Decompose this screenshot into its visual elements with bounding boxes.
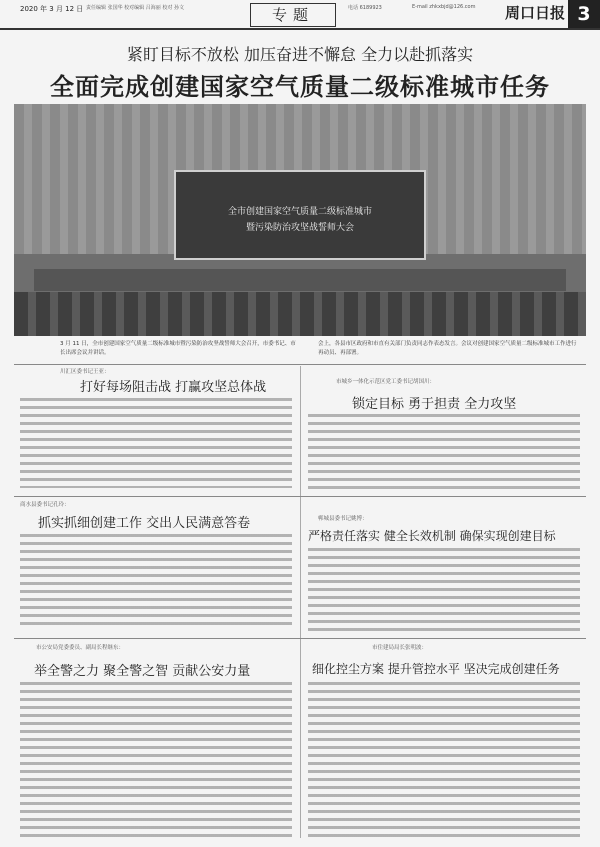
article-byline: 郸城县委书记姚博： <box>318 516 368 522</box>
article-title: 举全警之力 聚全警之智 贡献公安力量 <box>34 664 251 679</box>
photo-caption-right: 会上，各县市区政府和市直有关部门负责同志作表态发言。会议对创建国家空气质量二级标准城市工作进行再动员、再部署。 <box>318 341 577 356</box>
contact-phone: 电话 6189923 <box>348 5 382 11</box>
divider <box>14 364 586 365</box>
article-body <box>308 548 580 632</box>
section-name: 专题 <box>250 3 336 27</box>
screen-title-line1: 全市创建国家空气质量二级标准城市 <box>227 207 372 217</box>
conference-screen <box>174 170 426 260</box>
divider <box>14 496 586 497</box>
article-title: 细化控尘方案 提升管控水平 坚决完成创建任务 <box>312 662 560 676</box>
photo-caption-left: 3 月 11 日，全市创建国家空气质量二级标准城市暨污染防治攻坚战誓师大会召开，市委书记、市长出席会议并讲话。 <box>60 341 296 356</box>
article-title: 打好每场阻击战 打赢攻坚总体战 <box>80 380 267 395</box>
article-byline: 商水县委书记孔玲： <box>20 502 70 508</box>
article-title: 抓实抓细创建工作 交出人民满意答卷 <box>38 516 251 531</box>
article-body <box>20 398 292 488</box>
page-number: 3 <box>568 0 600 28</box>
article-byline: 市公安局党委委员、副局长程继东： <box>36 645 125 651</box>
article-body <box>20 534 292 630</box>
divider <box>14 638 586 639</box>
masthead <box>0 0 600 30</box>
article-byline: 市城乡一体化示范区党工委书记胡国川： <box>336 379 436 385</box>
kicker-headline: 紧盯目标不放松 加压奋进不懈怠 全力以赴抓落实 <box>126 45 474 64</box>
screen-title-line2: 暨污染防治攻坚战誓师大会 <box>245 223 354 233</box>
article-body <box>20 682 292 838</box>
audience <box>14 292 586 336</box>
main-headline: 全面完成创建国家空气质量二级标准城市任务 <box>50 73 550 101</box>
editor-credits: 责任编辑 张国华 校对编辑 吕海丽 校对 孙文 <box>86 5 184 11</box>
column-divider <box>300 366 301 838</box>
contact-email: E-mail zhkxbjd@126.com <box>412 4 476 10</box>
article-title: 锁定目标 勇于担责 全力攻坚 <box>352 397 517 412</box>
article-body <box>308 414 580 490</box>
rostrum <box>34 269 566 291</box>
article-body <box>308 682 580 838</box>
conference-photo <box>14 104 586 336</box>
article-byline: 川汇区委书记王亚： <box>60 369 110 375</box>
issue-date: 2020 年 3 月 12 日 <box>20 5 84 13</box>
newspaper-logo: 周口日报 <box>505 4 566 22</box>
article-byline: 市住建局局长张明波： <box>372 645 428 651</box>
article-title: 严格责任落实 健全长效机制 确保实现创建目标 <box>308 529 556 543</box>
